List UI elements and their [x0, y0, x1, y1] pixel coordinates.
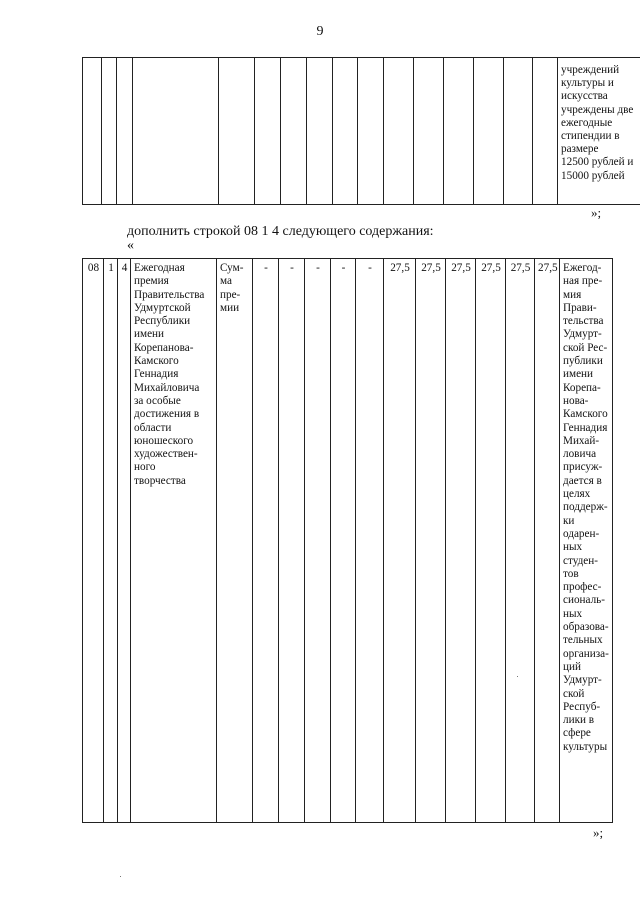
- code-cell: 1: [104, 259, 118, 823]
- table-cell: [358, 58, 384, 205]
- table-cell: [307, 58, 333, 205]
- scan-speck: [120, 876, 121, 877]
- table-row: [83, 259, 613, 823]
- value-cell: 27,5: [476, 259, 506, 823]
- value-cell: 27,5: [506, 259, 535, 823]
- table-cell: [533, 58, 558, 205]
- table-cell: [384, 58, 414, 205]
- value-cell: 27,5: [384, 259, 416, 823]
- amendment-instruction: дополнить строкой 08 1 4 следующего содержания:: [127, 224, 434, 239]
- table-new-row: [82, 258, 613, 823]
- opening-quote-mark: «: [127, 238, 134, 253]
- table-cell: [102, 58, 117, 205]
- table-cell: [117, 58, 133, 205]
- table-cell: [281, 58, 307, 205]
- table-continuation: [82, 57, 640, 205]
- code-cell: 4: [118, 259, 131, 823]
- table-cell: [444, 58, 474, 205]
- page-number: 9: [316, 24, 324, 39]
- value-cell: 27,5: [535, 259, 560, 823]
- closing-quote-mark: »;: [593, 825, 604, 840]
- table-cell: [333, 58, 358, 205]
- table-cell: [255, 58, 281, 205]
- table-cell: [219, 58, 255, 205]
- value-cell: 27,5: [446, 259, 476, 823]
- value-cell: -: [279, 259, 305, 823]
- note-cell: Ежегод- ная пре- мия Прави- тельства Удмурт- ской Рес- публики имени Корепа- нова- Камского Геннадия Михай- ловича присуж- дается в целях поддерж- ки одарен- ных студен- тов профес- сиональ- ных образова- тельных организа- ций Удмурт- ской Респуб- лики в сфере культуры: [560, 259, 613, 823]
- table-cell: [414, 58, 444, 205]
- value-cell: -: [356, 259, 384, 823]
- value-cell: -: [331, 259, 356, 823]
- name-cell: Ежегодная премия Правительства Удмуртской Республики имени Корепанова- Камского Геннадия Михайловича за особые достижения в области юношеского художествен- ного творчества: [131, 259, 217, 823]
- table-cell: [83, 58, 102, 205]
- note-text: учреждений культуры и искусства учреждены две ежегодные стипендии в размере 12500 рублей и 15000 рублей: [561, 64, 634, 182]
- table-cell: [133, 58, 219, 205]
- table-row: [83, 58, 640, 205]
- code-cell: 08: [83, 259, 104, 823]
- value-cell: -: [305, 259, 331, 823]
- value-cell: -: [253, 259, 279, 823]
- closing-quote-mark: »;: [591, 205, 602, 220]
- value-cell: 27,5: [416, 259, 446, 823]
- table-cell: [504, 58, 533, 205]
- note-cell: [558, 58, 640, 205]
- table-cell: [474, 58, 504, 205]
- scan-speck: [517, 676, 518, 677]
- indicator-cell: Сум- ма пре- мии: [217, 259, 253, 823]
